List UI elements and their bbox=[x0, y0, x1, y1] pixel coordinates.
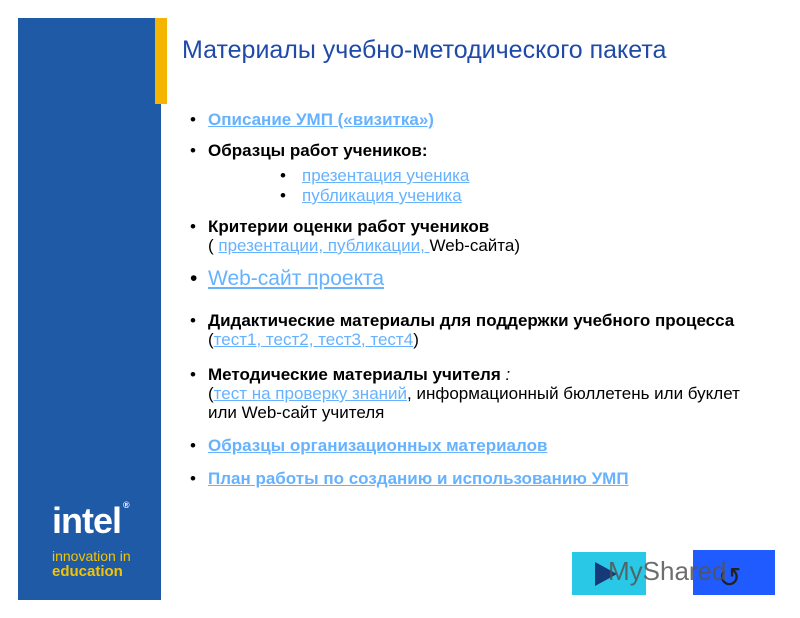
link-tests[interactable]: тест1, тест2, тест3, тест4 bbox=[213, 330, 414, 349]
bullet: • bbox=[190, 469, 196, 488]
bullet: • bbox=[190, 436, 196, 455]
logo-brand: intel bbox=[52, 500, 122, 541]
methodical-close: , информационный бюллетень или буклет или Web-сайт учителя bbox=[208, 384, 740, 422]
list-item-description bbox=[190, 110, 770, 129]
link-org-materials[interactable]: Образцы организационных материалов bbox=[208, 436, 548, 455]
bullet: • bbox=[280, 166, 286, 185]
bullet: • bbox=[190, 311, 196, 330]
link-student-publication[interactable]: публикация ученика bbox=[302, 186, 462, 205]
tagline-line1: innovation in bbox=[52, 548, 131, 564]
watermark: MyShared bbox=[608, 556, 727, 586]
bullet: • bbox=[190, 217, 196, 236]
logo-reg: ® bbox=[123, 500, 129, 510]
bullet: • bbox=[190, 141, 196, 160]
label-methodical: Методические материалы учителя bbox=[208, 365, 501, 384]
link-knowledge-test[interactable]: тест на проверку знаний bbox=[213, 384, 408, 403]
list-item-website bbox=[190, 267, 770, 291]
sub-item-presentation bbox=[280, 166, 770, 185]
criteria-close: Web-сайта) bbox=[429, 236, 521, 255]
list-item-student-works bbox=[190, 141, 770, 160]
sub-item-publication bbox=[280, 186, 770, 205]
bullet: • bbox=[190, 365, 196, 384]
didactic-open: ( bbox=[208, 330, 214, 349]
content-list bbox=[190, 110, 770, 500]
return-arrow-icon[interactable]: ↺ bbox=[718, 562, 742, 593]
link-work-plan[interactable]: План работы по созданию и использованию УМП bbox=[208, 469, 629, 488]
label-didactic: Дидактические материалы для поддержки учебного процесса bbox=[208, 311, 735, 330]
bullet: • bbox=[190, 110, 196, 129]
list-item-org-materials bbox=[190, 436, 770, 455]
link-project-website[interactable]: Web-сайт проекта bbox=[208, 267, 385, 290]
methodical-suffix: : bbox=[500, 365, 511, 384]
list-item-didactic bbox=[190, 311, 770, 349]
accent-bar bbox=[155, 18, 167, 104]
link-student-presentation[interactable]: презентация ученика bbox=[302, 166, 470, 185]
tagline-line2: education bbox=[52, 563, 123, 580]
list-item-work-plan bbox=[190, 469, 770, 488]
criteria-open: ( bbox=[208, 236, 219, 255]
list-item-criteria bbox=[190, 217, 770, 255]
bullet: • bbox=[280, 186, 286, 205]
label-student-works: Образцы работ учеников: bbox=[208, 141, 428, 160]
didactic-close: ) bbox=[413, 330, 419, 349]
bullet: • bbox=[190, 267, 198, 290]
tagline bbox=[52, 549, 131, 579]
intel-logo bbox=[52, 500, 129, 542]
page-title: Материалы учебно-методического пакета bbox=[182, 36, 667, 64]
link-criteria[interactable]: презентации, публикации, bbox=[218, 236, 430, 255]
link-description[interactable]: Описание УМП («визитка») bbox=[208, 110, 434, 129]
methodical-open: ( bbox=[208, 384, 214, 403]
label-criteria: Критерии оценки работ учеников bbox=[208, 217, 490, 236]
list-item-methodical bbox=[190, 365, 770, 422]
